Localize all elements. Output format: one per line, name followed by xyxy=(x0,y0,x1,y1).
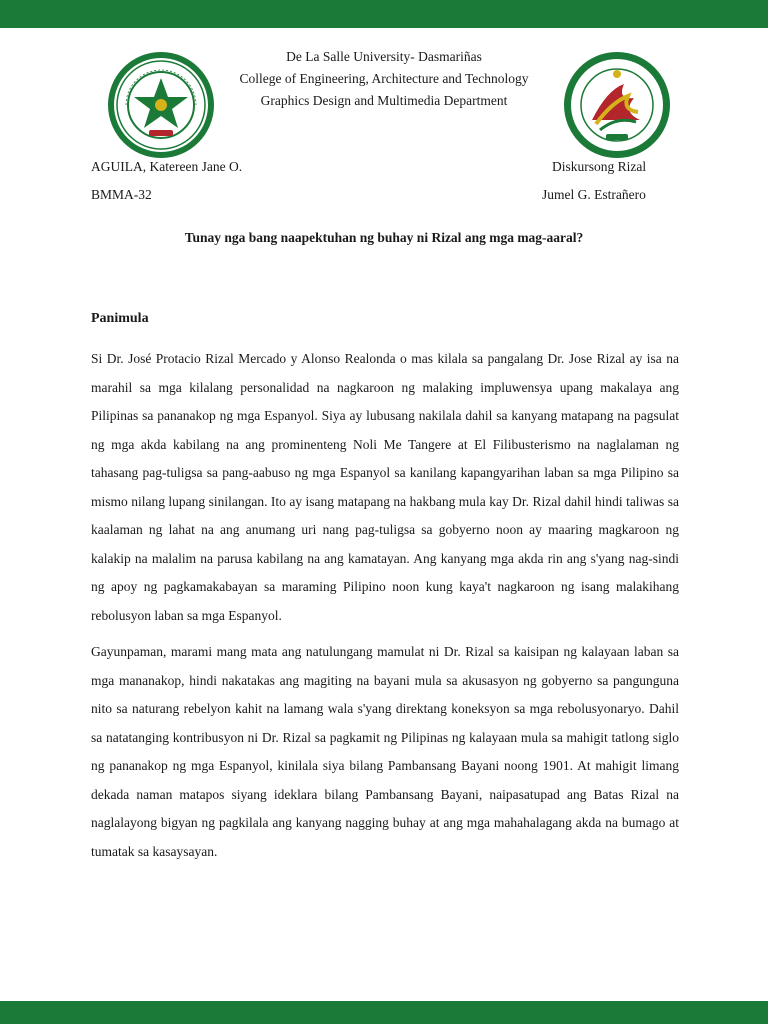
department-name: Graphics Design and Multimedia Department xyxy=(260,93,508,108)
college-seal-icon xyxy=(562,50,672,160)
document-title: Tunay nga bang naapektuhan ng buhay ni Rizal ang mga mag-aaral? xyxy=(184,230,584,245)
college-name: College of Engineering, Architecture and Technology xyxy=(239,71,529,86)
student-section: BMMA-32 xyxy=(91,187,152,202)
paragraph: Gayunpaman, marami mang mata ang natulungang mamulat ni Dr. Rizal sa kaisipan ng kalayaan laban sa mga mananakop, hindi nakatakas ang magiting na bayani mula sa akusasyon ng gobyerno sa pangunguna nito sa naturang rebelyon kahit na lamang wala s'yang direktang koneksyon sa mga rebolusyonaryo. Dahil sa natatanging kontribusyon ni Dr. Rizal sa pagkamit ng Pilipinas ng kalayaan mula sa mahigit tatlong siglo ng pananakop ng mga Espanyol, kinilala siya bilang Pambansang Bayani noong 1901. At mahigit limang dekada naman matapos siyang ideklara bilang Pambansang Bayani, naipasatupad ang Batas Rizal na naglalayong bigyan ng pagkilala ang kanyang nagging buhay at ang mga mahahalagang akda na bumago at tumatak sa kasaysayan. xyxy=(91,644,679,859)
top-green-bar xyxy=(0,0,768,28)
student-name: AGUILA, Katereen Jane O. xyxy=(91,159,243,174)
institution-header xyxy=(200,46,568,112)
paragraph: Si Dr. José Protacio Rizal Mercado y Alonso Realonda o mas kilala sa pangalang Dr. Jose Rizal ay isa na marahil sa mga kilalang personalidad na nagkaroon ng malaking impluwensya upang makalaya ang Pilipinas sa pananakop ng mga Espanyol. Siya ay lubusang nakilala dahil sa kanyang matapang na pagsulat ng mga akda kabilang na ang prominenteng Noli Me Tangere at El Filibusterismo na naglalaman ng tahasang pag-tuligsa sa pang-aabuso ng mga Espanyol sa kanilang kapangyarihan laban sa mga Pilipino sa mismo nilang lupang sinilangan. Ito ay isang matapang na hakbang mula kay Dr. Rizal dahil hindi taliwas sa kaalaman ng lahat na ang anumang uri nang pag-tuligsa sa gobyerno noon ay maaring magkaroon ng kalakip na malalim na parusa kabilang na ang kamatayan. Ang kanyang mga akda rin ang s'yang nag-sindi ng apoy ng pagkamakabayan sa maraming Pilipino noon kung kaya't nagkaroon ng isang malakihang rebolusyon laban sa mga Espanyol. xyxy=(91,351,679,623)
bottom-green-bar xyxy=(0,1001,768,1024)
university-name: De La Salle University- Dasmariñas xyxy=(286,49,482,64)
section-heading: Panimula xyxy=(91,311,149,326)
course-subject: Diskursong Rizal xyxy=(552,159,647,174)
course-instructor: Jumel G. Estrañero xyxy=(542,187,646,202)
